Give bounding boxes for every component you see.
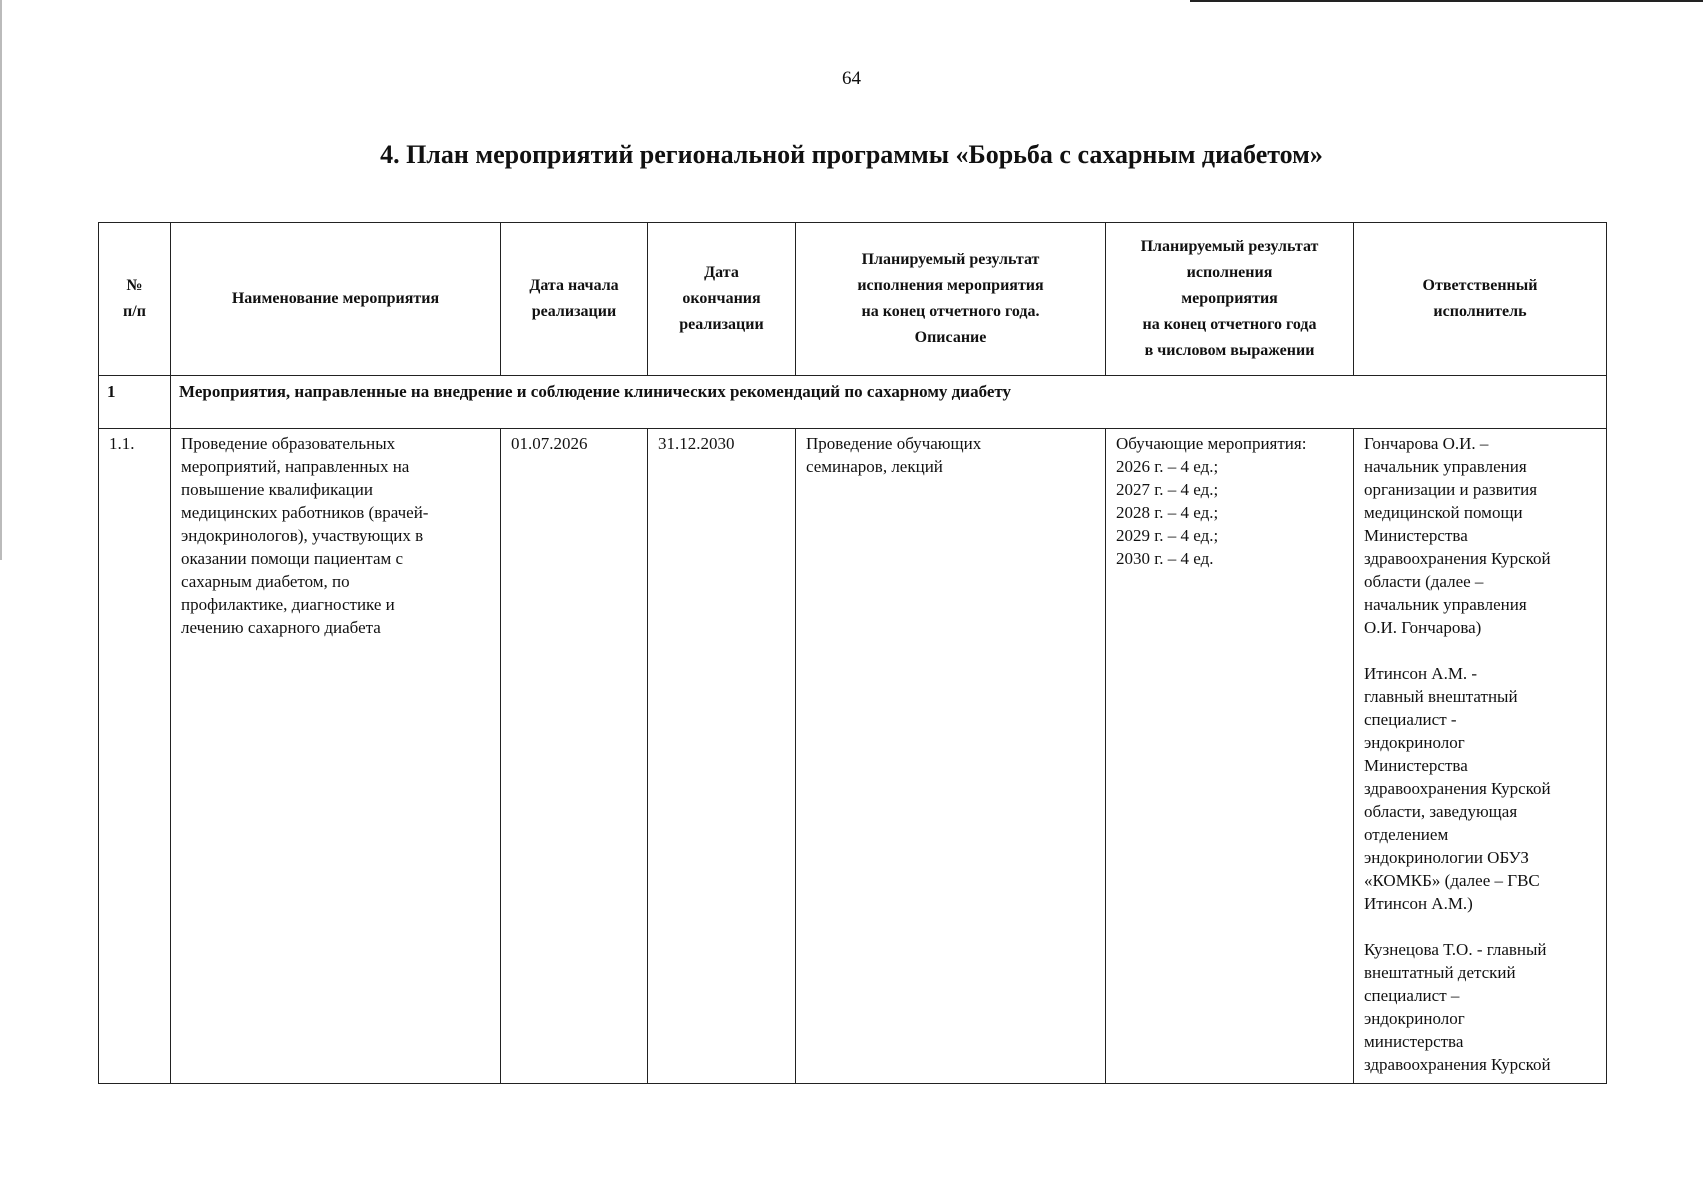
row-result-description: Проведение обучающих семинаров, лекций bbox=[796, 429, 1106, 1084]
header-responsible: Ответственный исполнитель bbox=[1354, 223, 1607, 376]
table-row bbox=[99, 429, 1607, 1084]
document-title: 4. План мероприятий региональной программы «Борьба с сахарным диабетом» bbox=[380, 140, 1323, 169]
header-start-date: Дата начала реализации bbox=[501, 223, 648, 376]
section-number: 1 bbox=[99, 376, 171, 429]
responsible-entry: Гончарова О.И. – начальник управления организации и развития медицинской помощи Министерства здравоохранения Курской области (далее – начальник управления О.И. Гончарова) bbox=[1364, 434, 1551, 637]
section-row bbox=[99, 376, 1607, 429]
header-result-description: Планируемый результат исполнения мероприятия на конец отчетного года. Описание bbox=[796, 223, 1106, 376]
scan-edge-top bbox=[1190, 0, 1703, 2]
responsible-entry: Кузнецова Т.О. - главный внештатный детский специалист – эндокринолог министерства здравоохранения Курской bbox=[1364, 940, 1551, 1074]
row-event-name: Проведение образовательных мероприятий, направленных на повышение квалификации медицинских работников (врачей- эндокринологов), участвующих в оказании помощи пациентам с сахарным диабетом, по профилактике, диагностике и лечению сахарного диабета bbox=[171, 429, 501, 1084]
header-number: № п/п bbox=[99, 223, 171, 376]
row-responsible bbox=[1354, 429, 1607, 1084]
row-number: 1.1. bbox=[99, 429, 171, 1084]
header-result-numeric: Планируемый результат исполнения мероприятия на конец отчетного года в числовом выражении bbox=[1106, 223, 1354, 376]
responsible-entry: Итинсон А.М. - главный внештатный специалист - эндокринолог Министерства здравоохранения Курской области, заведующая отделением эндокринологии ОБУЗ «КОМКБ» (далее – ГВС Итинсон А.М.) bbox=[1364, 664, 1551, 913]
header-event-name: Наименование мероприятия bbox=[171, 223, 501, 376]
section-title: Мероприятия, направленные на внедрение и соблюдение клинических рекомендаций по сахарному диабету bbox=[171, 376, 1607, 429]
page-number: 64 bbox=[842, 68, 861, 89]
row-start-date: 01.07.2026 bbox=[501, 429, 648, 1084]
table-header-row bbox=[99, 223, 1607, 376]
header-end-date: Дата окончания реализации bbox=[648, 223, 796, 376]
row-result-numeric: Обучающие мероприятия: 2026 г. – 4 ед.; 2027 г. – 4 ед.; 2028 г. – 4 ед.; 2029 г. – 4 ед.; 2030 г. – 4 ед. bbox=[1106, 429, 1354, 1084]
plan-table bbox=[98, 222, 1607, 1084]
row-end-date: 31.12.2030 bbox=[648, 429, 796, 1084]
